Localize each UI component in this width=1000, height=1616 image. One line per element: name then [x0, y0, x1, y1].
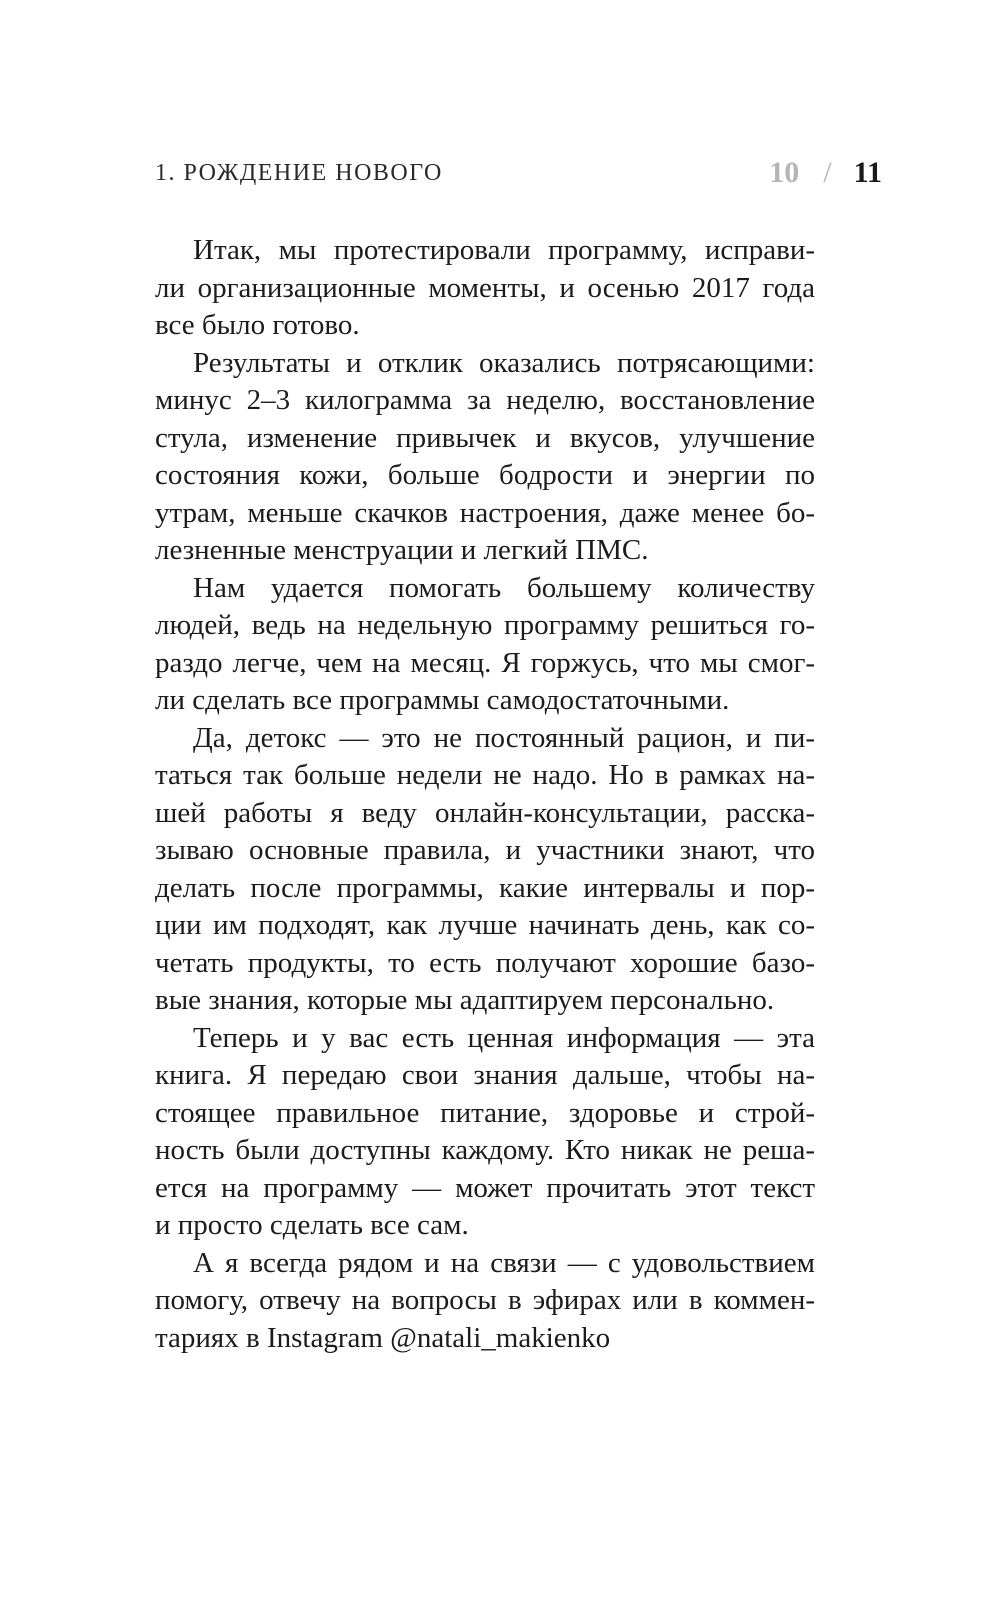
page-number-right: 11 — [853, 156, 882, 189]
text-line: все было готово. — [155, 309, 360, 341]
text-line: раздо легче, чем на месяц. Я горжусь, что мы смог- — [155, 646, 815, 679]
text-line: Нам удается помогать большему количеству — [193, 571, 815, 604]
text-line: делать после программы, какие интервалы и пор- — [155, 871, 815, 904]
text-line: ется на программу — может прочитать этот текст — [155, 1171, 815, 1204]
text-line: шей работы я веду онлайн-консультации, расска- — [155, 796, 815, 829]
text-line: стула, изменение привычек и вкусов, улучшение — [155, 421, 815, 454]
text-line: таться так больше недели не надо. Но в рамках на- — [155, 759, 815, 791]
text-line: состояния кожи, больше бодрости и энергии по — [155, 459, 815, 491]
text-line: Теперь и у вас есть ценная информация — эта — [193, 1021, 815, 1054]
text-line: вые знания, которые мы адаптируем персонально. — [155, 984, 775, 1016]
text-line: лезненные менструации и легкий ПМС. — [155, 534, 649, 566]
page-numbers — [769, 156, 882, 190]
text-line: Да, детокс — это не постоянный рацион, и пи- — [193, 721, 815, 754]
body-text — [155, 232, 815, 1357]
text-line: ность были доступны каждому. Кто никак не реша- — [155, 1134, 815, 1166]
text-line: Результаты и отклик оказались потрясающими: — [193, 346, 815, 379]
text-line: книга. Я передаю свои знания дальше, чтобы на- — [155, 1059, 815, 1091]
text-line: зываю основные правила, и участники знают, что — [155, 834, 815, 866]
text-line: помогу, отвечу на вопросы в эфирах или в коммен- — [155, 1284, 815, 1316]
text-line: ли сделать все программы самодостаточными. — [155, 684, 730, 716]
text-line: утрам, меньше скачков настроения, даже менее бо- — [155, 496, 815, 529]
text-line: минус 2–3 килограмма за неделю, восстановление — [155, 384, 815, 416]
text-line: стоящее правильное питание, здоровье и строй- — [155, 1096, 815, 1129]
text-line: людей, ведь на недельную программу решиться го- — [155, 609, 815, 641]
text-line: ции им подходят, как лучше начинать день, как со- — [155, 909, 815, 941]
text-line: ли организационные моменты, и осенью 2017 года — [155, 271, 815, 304]
text-line: и просто сделать все сам. — [155, 1209, 469, 1241]
running-head-chapter: 1. РОЖДЕНИЕ НОВОГО — [155, 160, 443, 186]
page-number-separator: / — [823, 156, 832, 189]
text-line: четать продукты, то есть получают хорошие базо- — [155, 946, 815, 979]
text-line: тариях в Instagram @natali_makienko — [155, 1321, 611, 1354]
text-line: Итак, мы протестировали программу, исправи- — [193, 234, 815, 266]
text-line: А я всегда рядом и на связи — с удовольствием — [193, 1246, 815, 1279]
page-number-left: 10 — [769, 156, 800, 189]
